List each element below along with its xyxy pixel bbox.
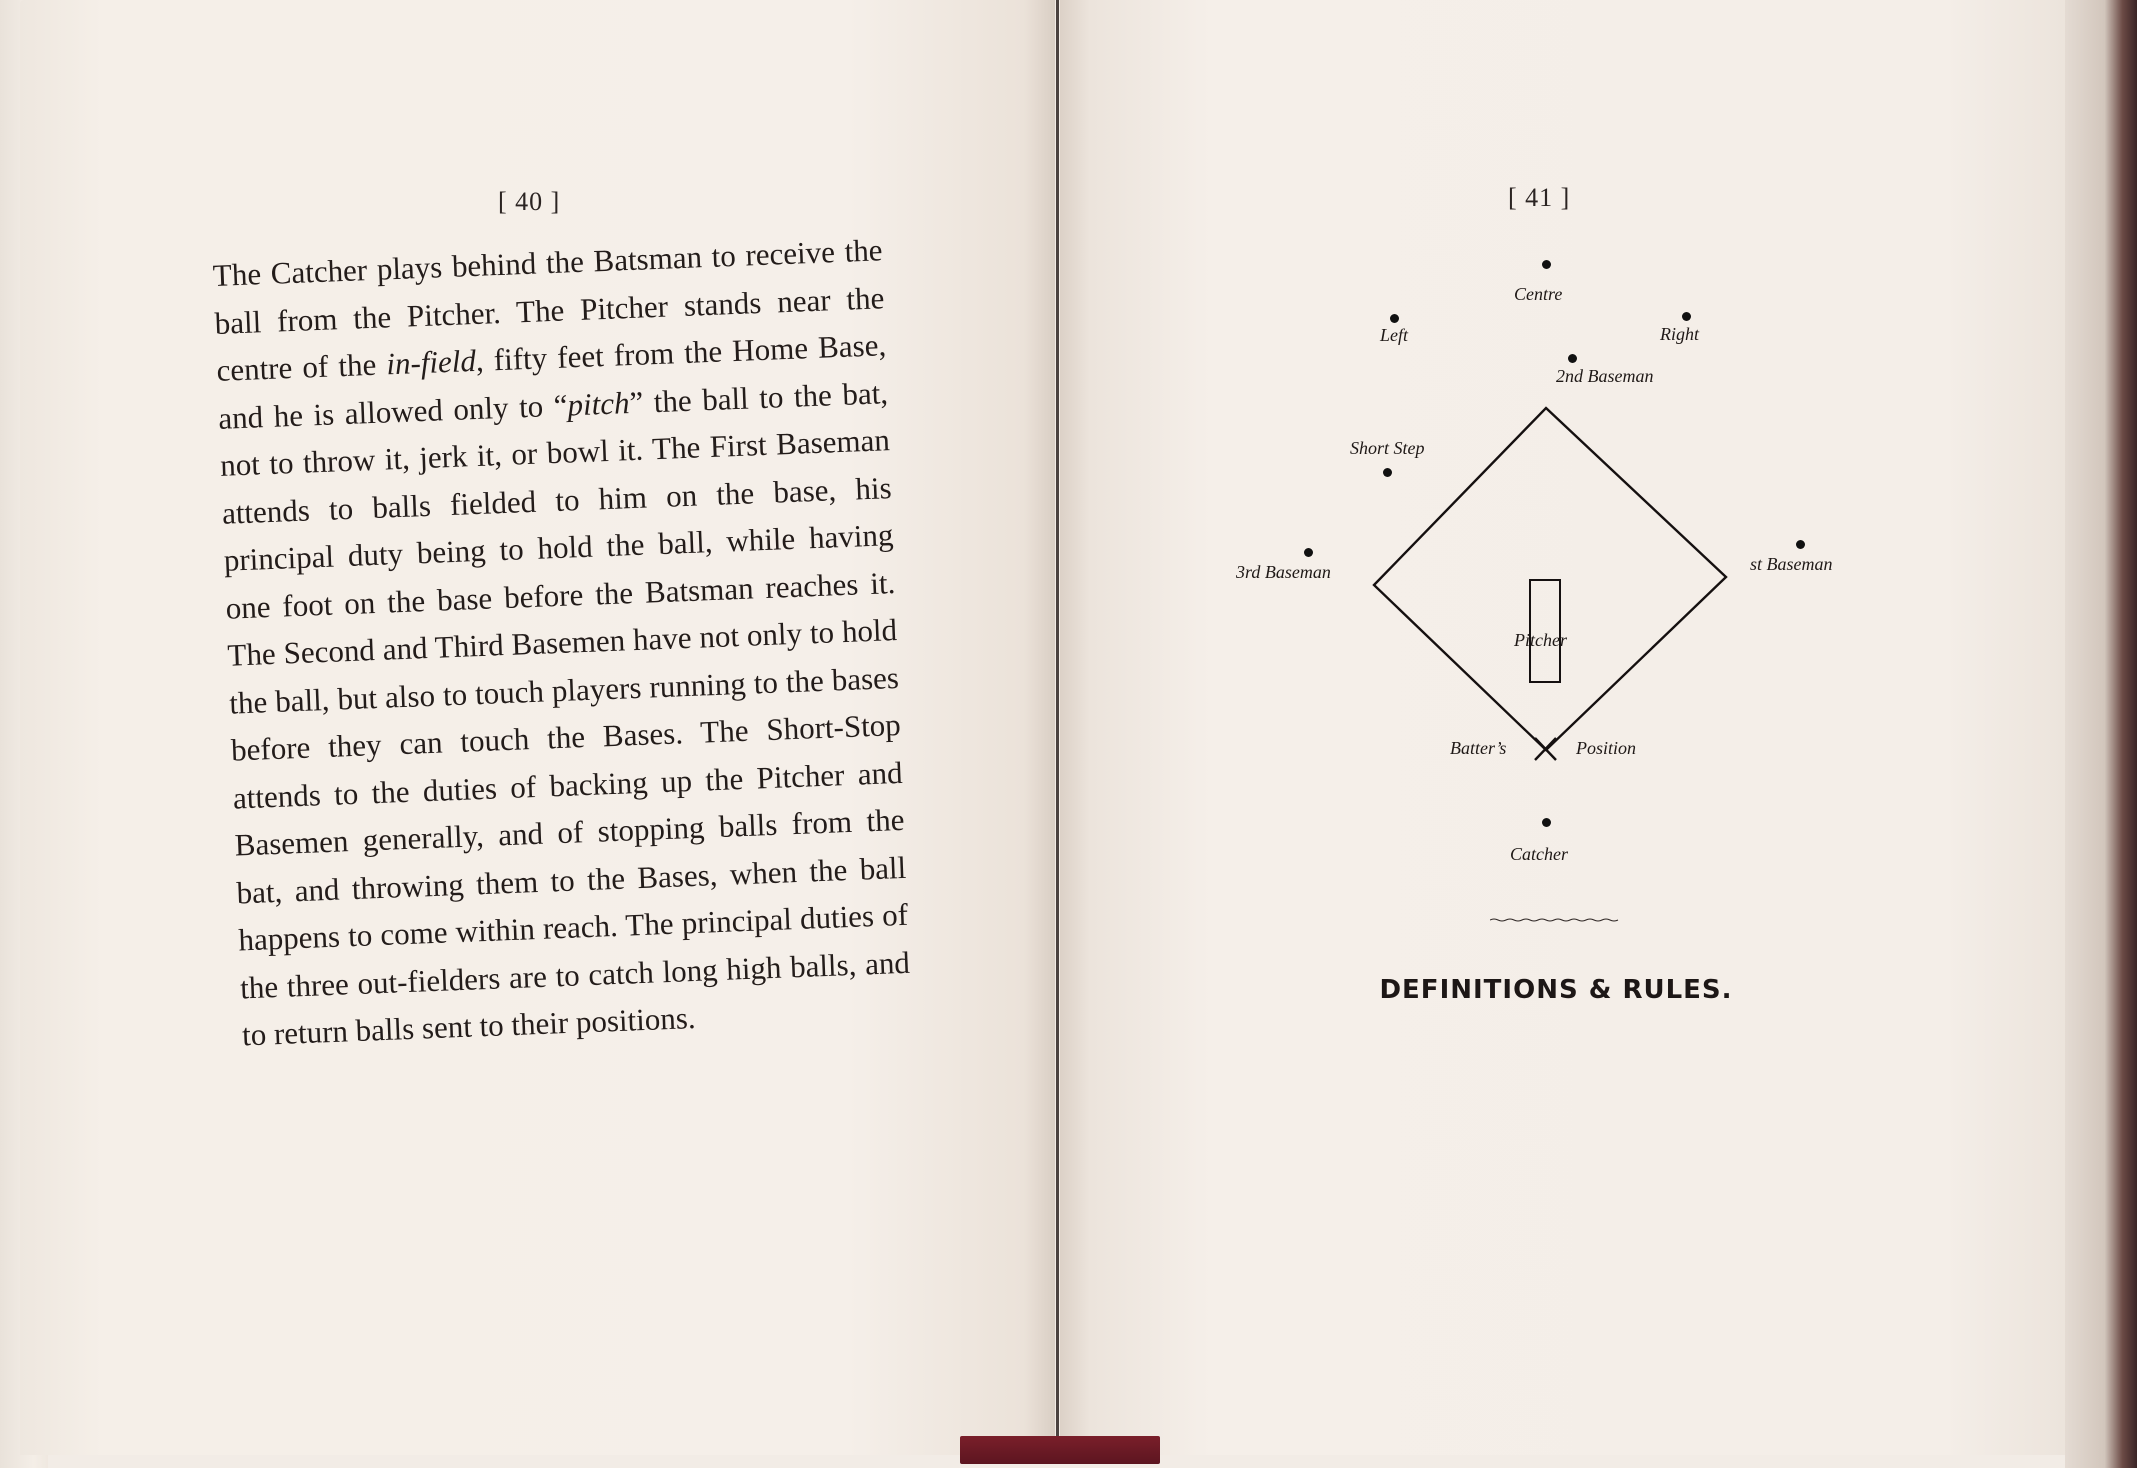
section-heading: DEFINITIONS & RULES. — [1379, 975, 1733, 1005]
fielder-dot-left — [1390, 314, 1399, 323]
fielder-dot-catcher — [1542, 818, 1551, 827]
fielder-dot-right — [1682, 312, 1691, 321]
text-run: The Catcher plays behind the Batsman to receive the ball from the Pitcher. The Pitcher stands near the centre of the — [212, 232, 885, 388]
label-third-baseman: 3rd Baseman — [1236, 562, 1331, 582]
fielder-dot-first-base — [1796, 540, 1805, 549]
text-run-italic: in-field — [385, 342, 477, 382]
fielder-dot-centre — [1542, 260, 1551, 269]
left-paragraph — [212, 226, 913, 1059]
label-catcher: Catcher — [1510, 844, 1568, 864]
text-run: ” the ball to the bat, not to throw it, jerk it, or bowl it. The First Baseman attends to balls fielded to him on the base, his principal duty being to hold the ball, while having one foot on the base before the Batsman reaches it. The Second and Third Basemen have not only to hold the ball, but also to touch players running to the bases before they can touch the Bases. The Short-Stop attends to the duties of backing up the Pitcher and Basemen generally, and of stopping balls from the bat, and throwing them to the Bases, when the ball happens to come within reach. The principal duties of the three out-fielders are to catch long high balls, and to return balls sent to their positions. — [219, 374, 911, 1053]
book-cover-edge — [2065, 0, 2137, 1468]
fielder-dot-short-step — [1383, 468, 1392, 477]
page-number-right: [ 41 ] — [1508, 183, 1571, 212]
text-run-italic: pitch — [566, 384, 631, 422]
label-second-baseman: 2nd Baseman — [1556, 366, 1654, 386]
ornamental-divider — [1490, 918, 1620, 922]
label-centre: Centre — [1514, 284, 1563, 304]
left-page-body — [212, 226, 913, 1059]
label-position: Position — [1576, 738, 1637, 758]
baseball-field-diagram — [1220, 240, 1900, 880]
label-pitcher: Pitcher — [1514, 630, 1567, 650]
book-gutter — [1056, 0, 1059, 1455]
bookmark-ribbon — [960, 1436, 1160, 1464]
label-left: Left — [1380, 325, 1409, 345]
label-first-baseman: st Baseman — [1750, 554, 1833, 574]
page-number-left: [ 40 ] — [498, 187, 561, 216]
label-short-step: Short Step — [1350, 438, 1425, 458]
text-run: , fifty feet from the Home Base, and he is allowed only to “ — [217, 327, 887, 436]
label-batters: Batter’s — [1450, 738, 1507, 758]
fielder-dot-third-base — [1304, 548, 1313, 557]
label-right: Right — [1660, 324, 1699, 344]
fielder-dot-second-base — [1568, 354, 1577, 363]
